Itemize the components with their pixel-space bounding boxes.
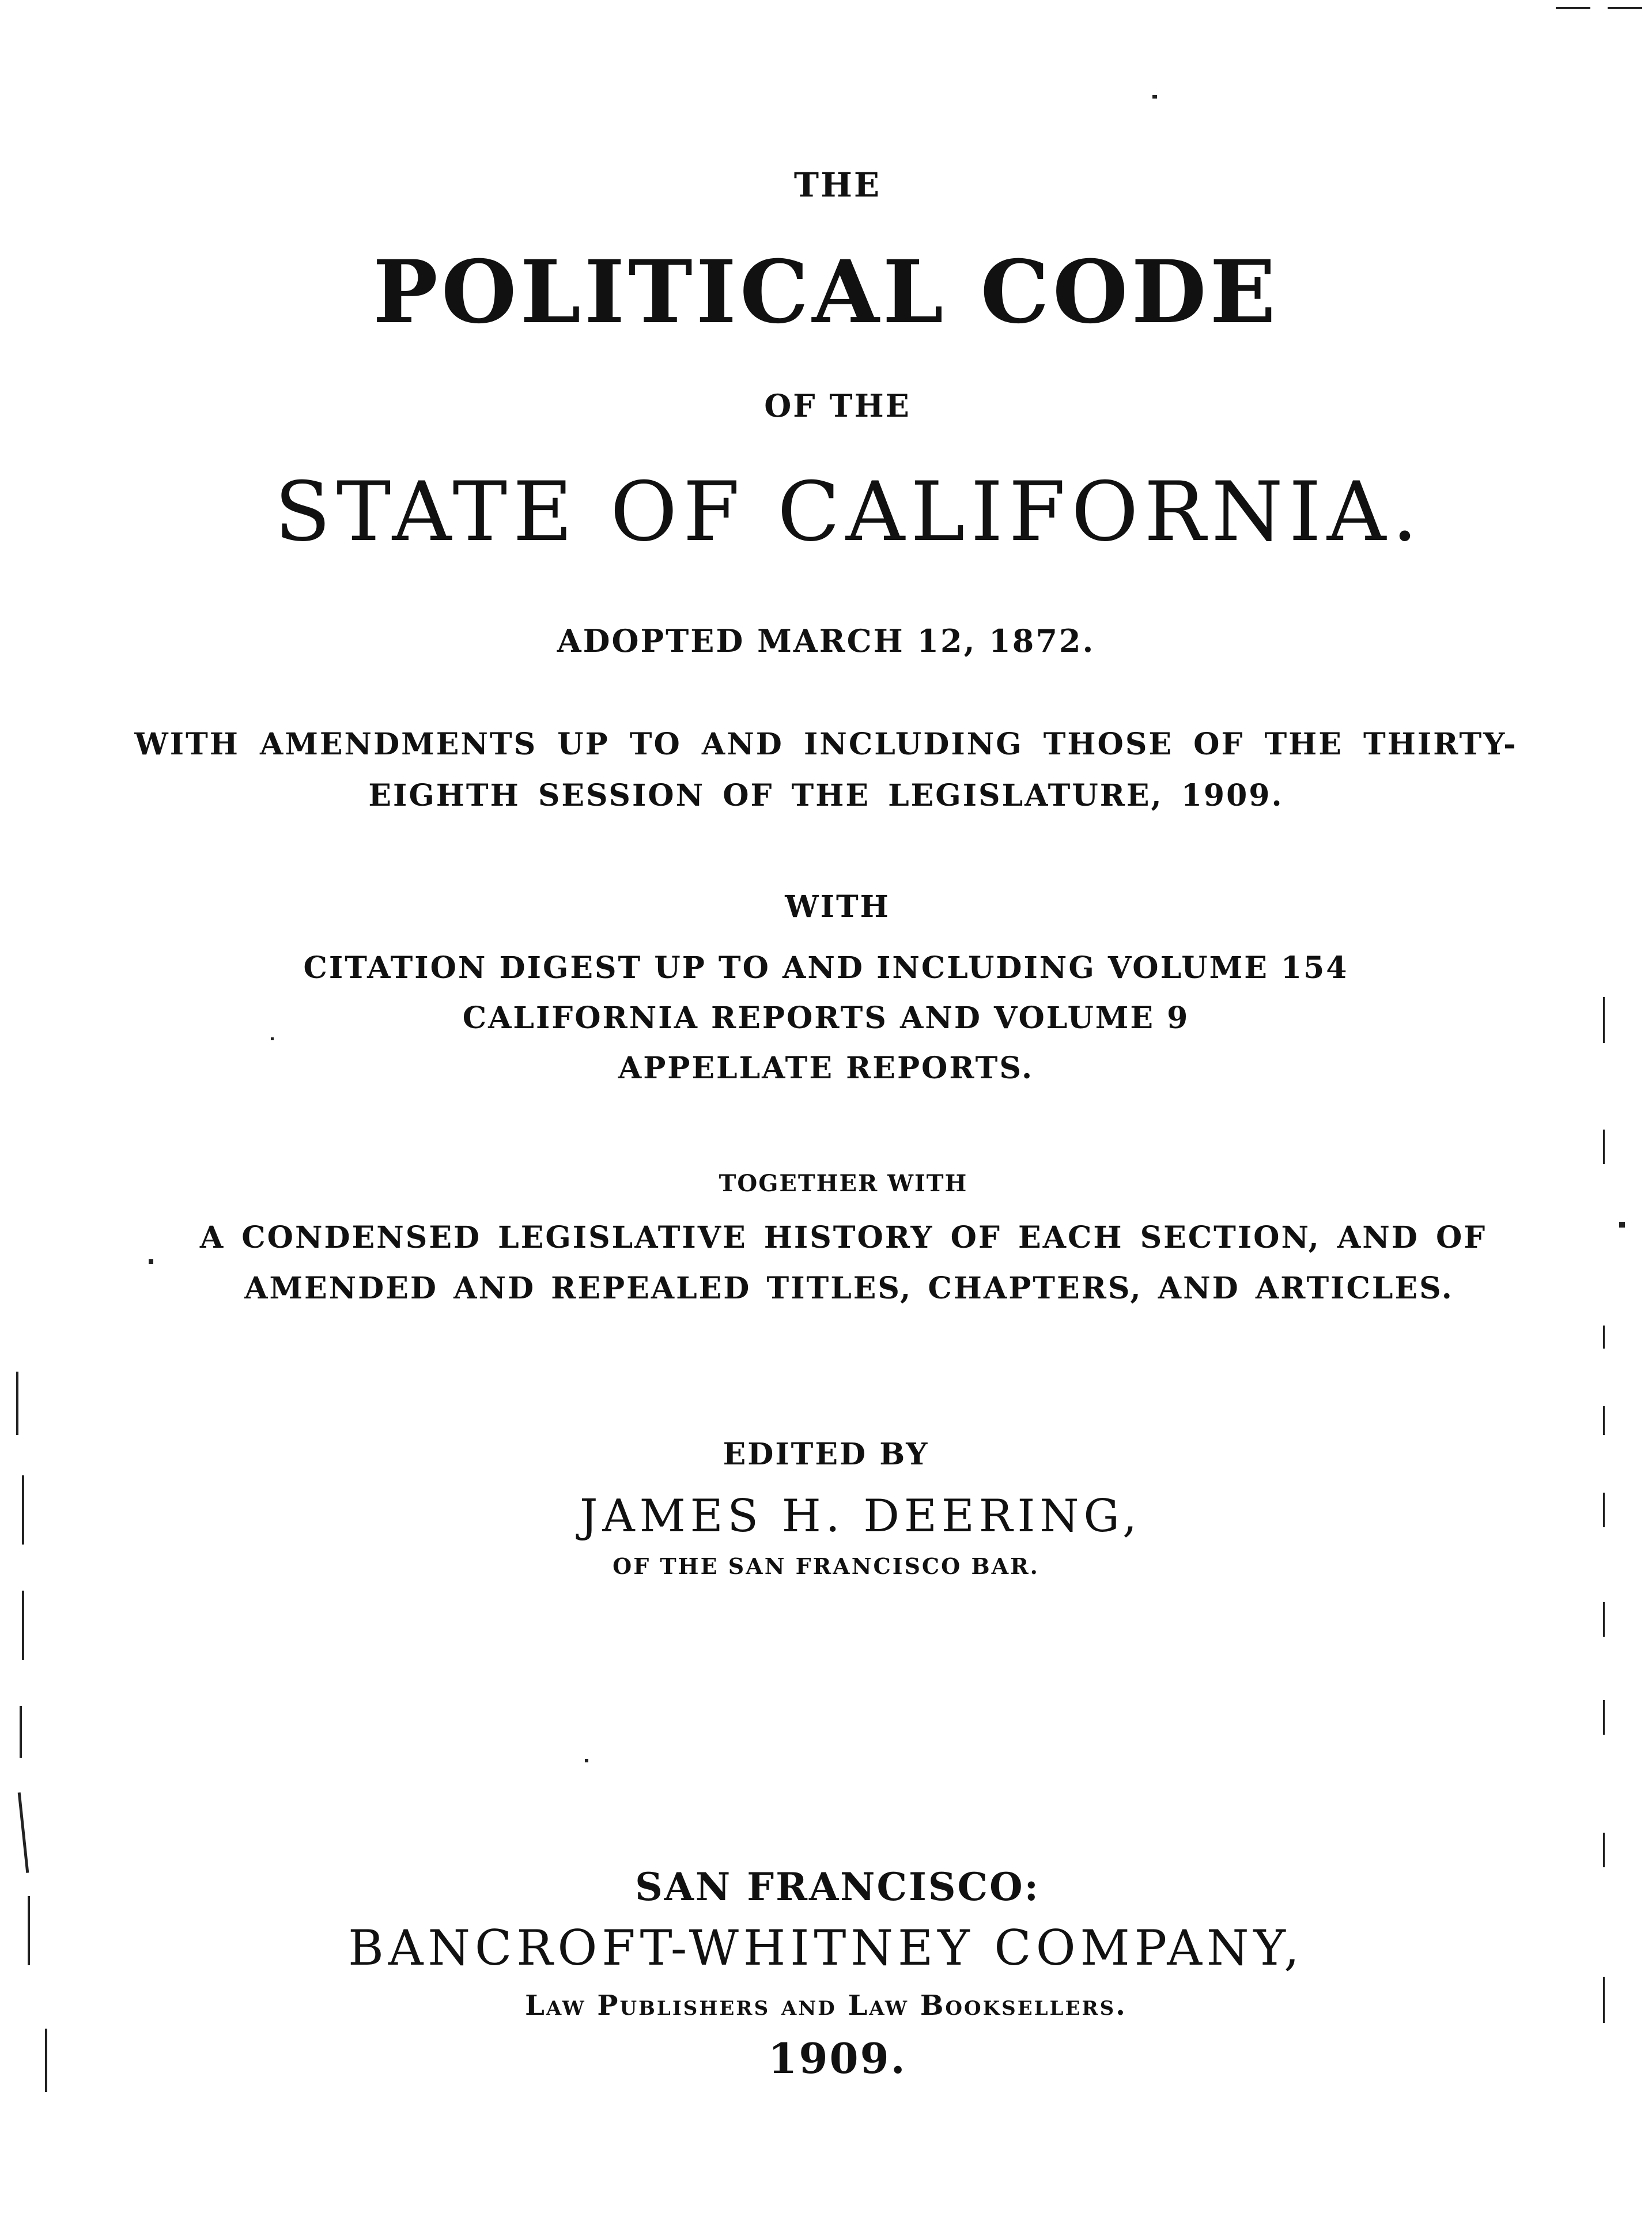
amendments-line-1: WITH AMENDMENTS UP TO AND INCLUDING THOSE OF THE THIRTY- <box>134 727 1518 762</box>
scan-margin-mark <box>22 1591 24 1660</box>
citation-line-3: APPELLATE REPORTS. <box>618 1051 1034 1086</box>
scan-margin-mark <box>20 1706 22 1758</box>
scan-speck <box>1152 95 1157 99</box>
edited-by: EDITED BY <box>723 1437 929 1472</box>
publication-year: 1909. <box>768 2034 907 2083</box>
scan-speck <box>585 1759 588 1762</box>
scan-margin-mark <box>1603 1700 1605 1735</box>
editor-affiliation: OF THE SAN FRANCISCO BAR. <box>613 1553 1039 1579</box>
scan-margin-mark <box>28 1896 30 1965</box>
state-title: STATE OF CALIFORNIA. <box>274 465 1424 560</box>
scan-margin-mark <box>1603 1406 1605 1435</box>
scan-speck <box>1619 1222 1625 1228</box>
scan-margin-mark <box>1603 1130 1605 1164</box>
scan-margin-mark <box>16 1372 18 1435</box>
scan-margin-mark <box>1603 1602 1605 1637</box>
with-label: WITH <box>785 889 890 924</box>
scan-margin-mark <box>22 1475 24 1545</box>
history-line-2: AMENDED AND REPEALED TITLES, CHAPTERS, AND ARTICLES. <box>244 1271 1454 1306</box>
scan-speck <box>271 1037 274 1040</box>
scan-margin-mark <box>1603 1833 1605 1867</box>
editor-name: JAMES H. DEERING, <box>580 1490 1141 1542</box>
scan-margin-mark <box>1603 1326 1605 1349</box>
publisher-place: SAN FRANCISCO: <box>635 1864 1040 1909</box>
scan-margin-mark <box>45 2029 47 2092</box>
citation-line-2: CALIFORNIA REPORTS AND VOLUME 9 <box>462 1000 1190 1036</box>
scan-margin-mark <box>1603 997 1605 1043</box>
title-of-the: OF THE <box>764 387 911 424</box>
title-article: THE <box>793 165 882 205</box>
scan-margin-mark <box>1556 7 1590 9</box>
scan-speck <box>149 1259 153 1264</box>
scan-margin-mark <box>1603 1977 1605 2023</box>
amendments-line-2: EIGHTH SESSION OF THE LEGISLATURE, 1909. <box>368 778 1284 813</box>
publisher-name: BANCROFT-WHITNEY COMPANY, <box>348 1920 1304 1976</box>
adopted-date: ADOPTED MARCH 12, 1872. <box>557 622 1095 659</box>
main-title: POLITICAL CODE <box>373 241 1279 343</box>
scan-margin-mark <box>1603 1493 1605 1527</box>
scan-margin-mark <box>18 1792 29 1873</box>
together-with: TOGETHER WITH <box>719 1170 968 1197</box>
citation-line-1: CITATION DIGEST UP TO AND INCLUDING VOLUME 154 <box>303 950 1349 985</box>
scan-margin-mark <box>1608 7 1642 9</box>
history-line-1: A CONDENSED LEGISLATIVE HISTORY OF EACH SECTION, AND OF <box>199 1220 1487 1255</box>
publisher-description: Law Publishers and Law Booksellers. <box>525 1989 1127 2022</box>
